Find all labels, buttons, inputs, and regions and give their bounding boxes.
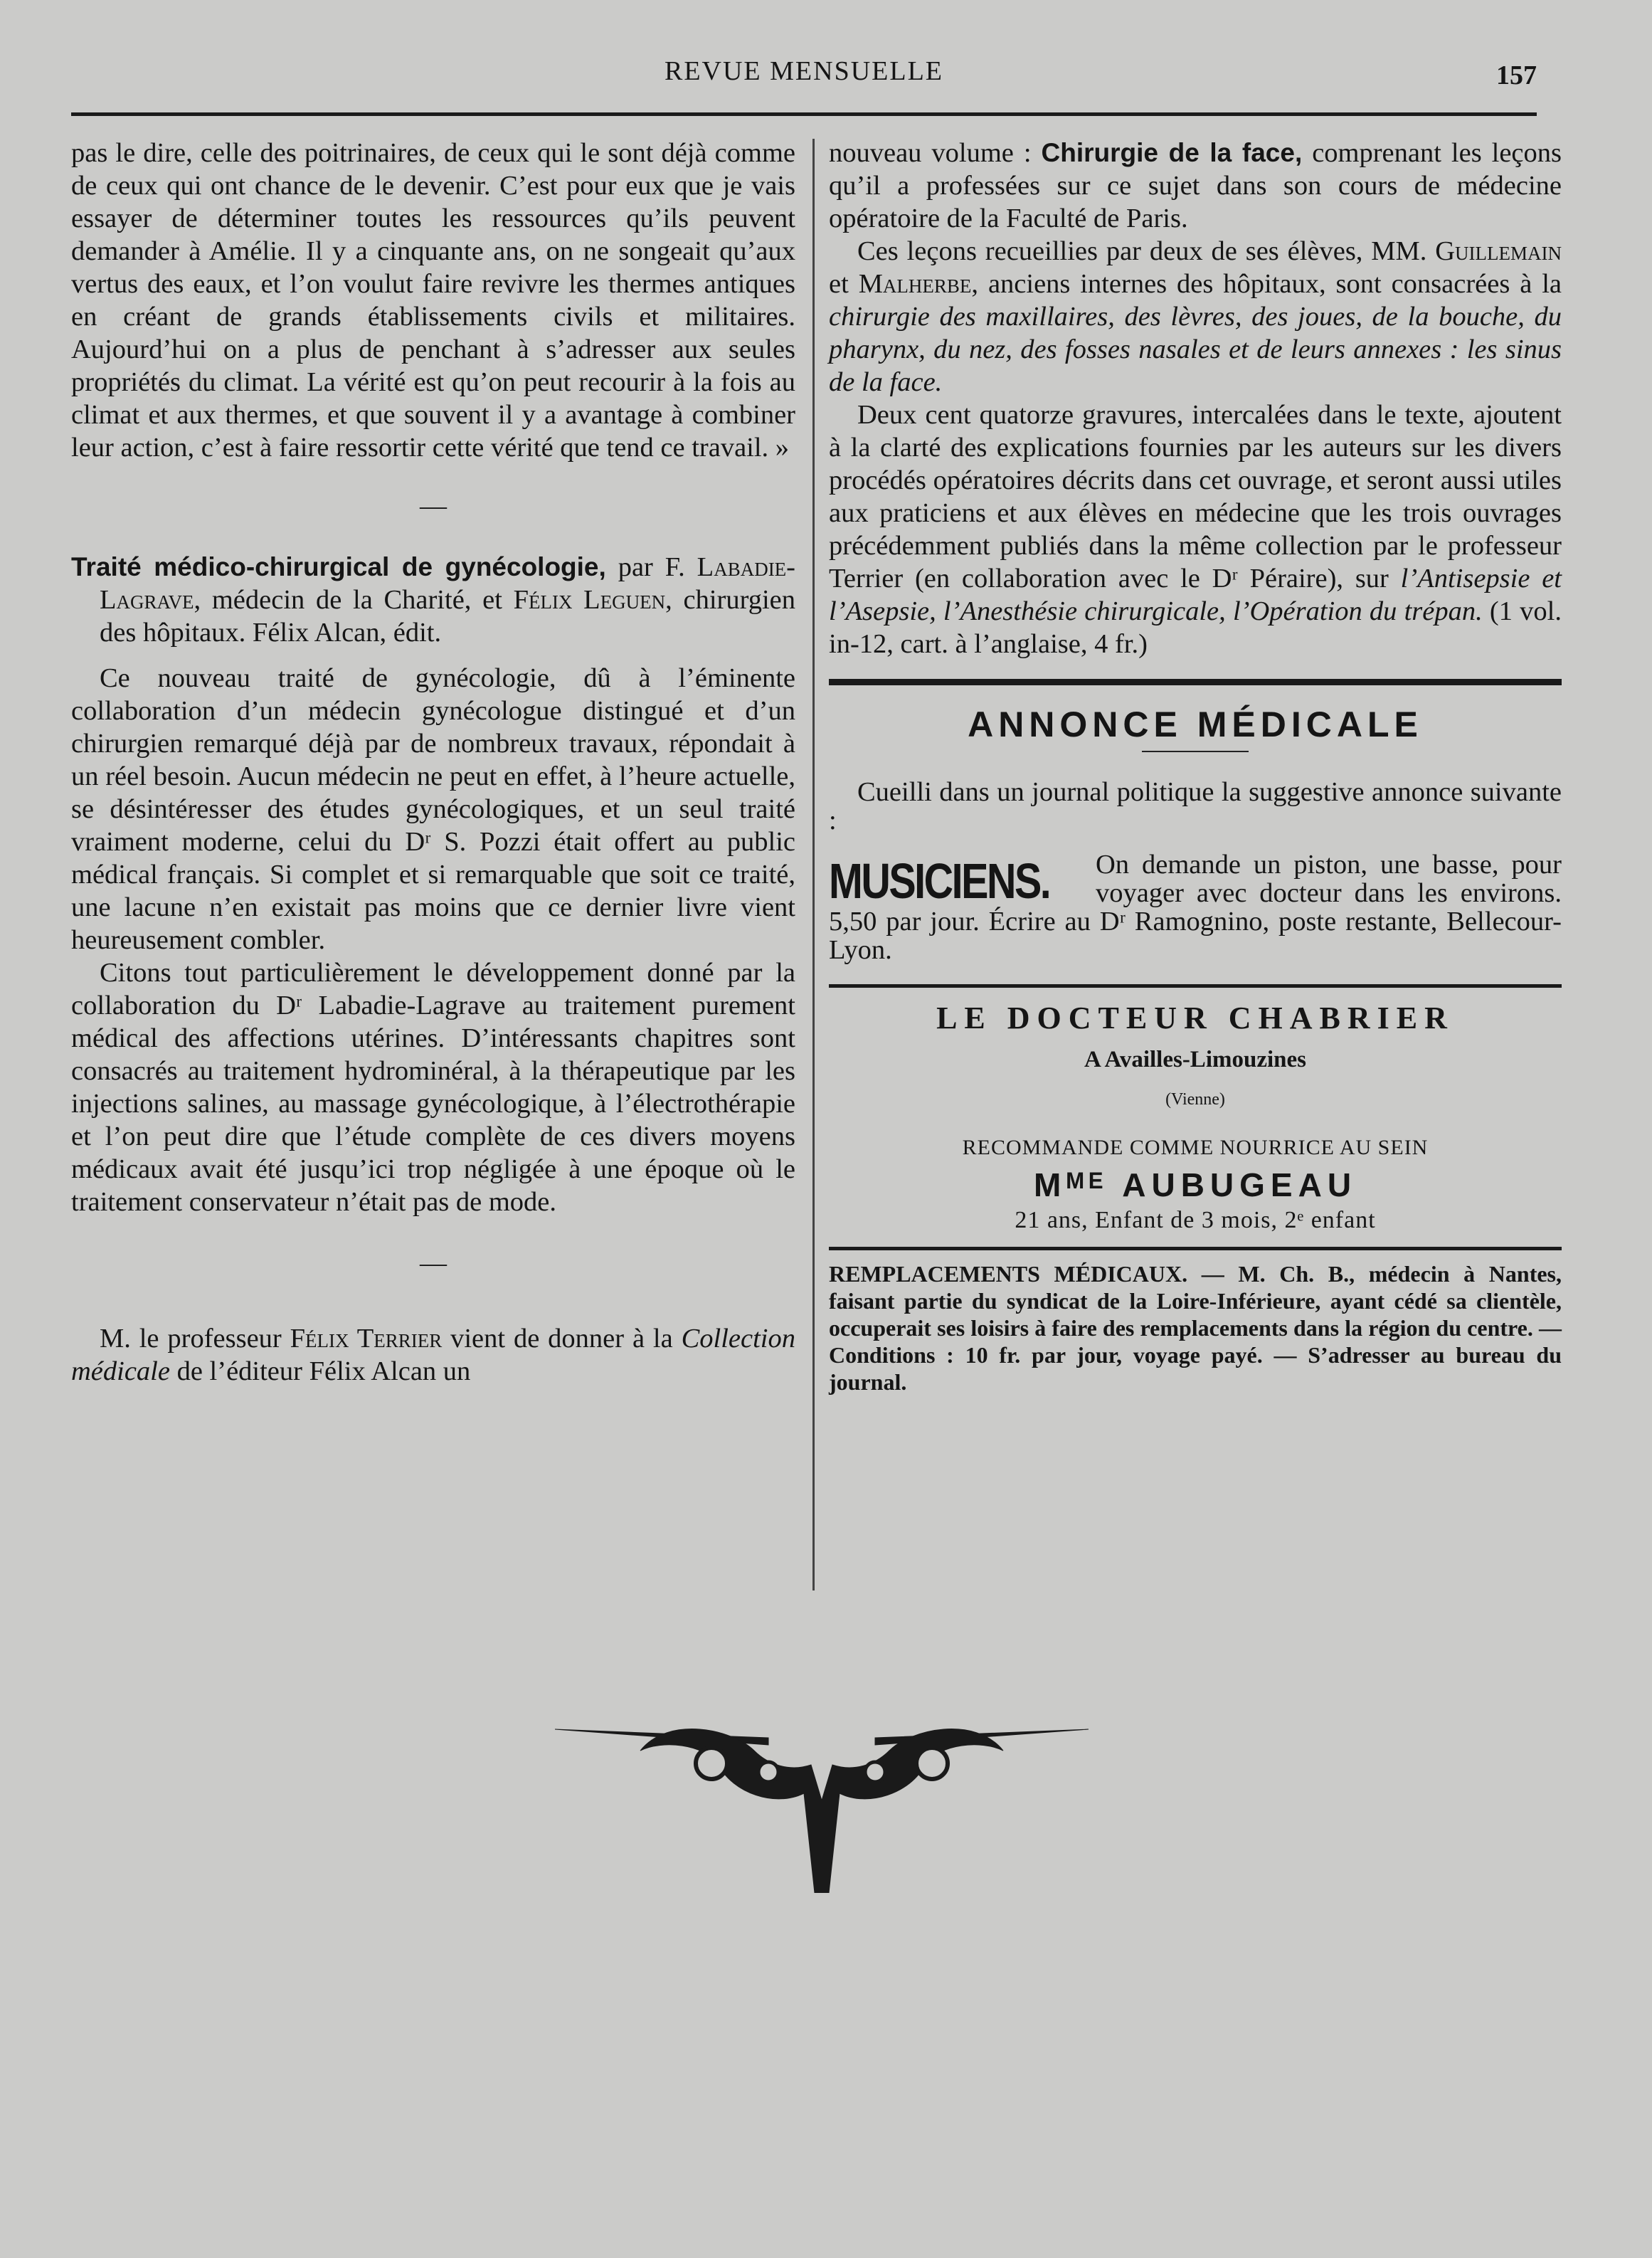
short-rule xyxy=(1142,751,1249,752)
text-run: , anciens internes des hôpitaux, sont consacrées à la xyxy=(971,269,1562,299)
book-review-heading xyxy=(71,551,795,649)
student-name: Malherbe xyxy=(858,269,972,299)
remplacements-notice: REMPLACEMENTS MÉDICAUX. — M. Ch. B., médecin à Nantes, faisant partie du syndicat de la Loire-Inférieure, ayant cédé sa clientèle, occuperait ses loisirs à faire des remplacements dans la région du centre. — Conditions : 10 fr. par jour, voyage payé. — S’adresser au bureau du journal. xyxy=(829,1261,1562,1395)
chabrier-reco: RECOMMANDE COMME NOURRICE AU SEIN xyxy=(962,1136,1429,1159)
section-rule xyxy=(829,984,1562,988)
student-name: Guillemain xyxy=(1435,236,1562,266)
nourrice-name: Mᴹᴱ AUBUGEAU xyxy=(1033,1166,1357,1203)
annonce-intro: Cueilli dans un journal politique la suggestive annonce suivante : xyxy=(829,777,1562,835)
text-run: M. le professeur xyxy=(100,1324,290,1354)
musiciens-text: On demande un piston, une basse, pour voyager avec docteur dans les environs. 5,50 par jour. Écrire au Dʳ Ramognino, poste restante, Bellecour-Lyon. xyxy=(829,850,1562,964)
running-title: REVUE MENSUELLE xyxy=(664,56,944,86)
chabrier-heading: LE DOCTEUR CHABRIER xyxy=(936,1001,1454,1035)
books-list: l’Antisepsie et l’Asepsie, l’Anesthésie chirurgicale, l’Opération du trépan. xyxy=(829,564,1562,626)
section-rule xyxy=(829,679,1562,685)
page-number: 157 xyxy=(1496,60,1537,90)
book-by: par F. xyxy=(605,552,697,582)
text-run: nouveau volume : xyxy=(829,138,1042,168)
text-run: de l’éditeur Félix Alcan un xyxy=(169,1356,471,1386)
author-name: Félix Leguen xyxy=(513,585,666,615)
author-name: Félix Terrier xyxy=(290,1324,443,1354)
text-run: et xyxy=(829,269,859,299)
text-run: vient de donner à la xyxy=(442,1324,682,1354)
left-column xyxy=(71,137,795,1388)
column-divider xyxy=(812,139,815,1590)
text-run: Deux cent quatorze gravures, intercalées dans le texte, ajoutent à la clarté des explications fournies par les auteurs sur les divers procédés opératoires décrits dans cet ouvrage, et seront aussi utiles aux praticiens et aux élèves en médecine que les trois ouvrages précédemment publiés dans la même collection par le professeur Terrier (en collaboration avec le Dʳ Péraire), sur xyxy=(829,400,1562,593)
text-run: comprenant les leçons qu’il a professées sur ce sujet dans son cours de médecine opératoire de la Faculté de Paris. xyxy=(829,138,1562,233)
fleuron-ornament-icon xyxy=(555,1722,1089,1893)
header-rule xyxy=(71,112,1537,116)
paragraph-gynecologie: Ce nouveau traité de gynécologie, dû à l’éminente collaboration d’un médecin gynécologue distingué et d’un chirurgien remarqué déjà par de nombreux travaux, répondait à un réel besoin. Aucun médecin ne peut en effet, à l’heure actuelle, se désintéresser des études gynécologiques, et un seul traité vraiment moderne, celui du Dʳ S. Pozzi était offert au public médical français. Si complet et si remarquable que soit ce traité, une lacune n’en existait pas moins que ce dernier livre vient heureusement combler. xyxy=(71,663,795,955)
paragraph-terrier xyxy=(71,1322,795,1388)
nourrice-age: 21 ans, Enfant de 3 mois, 2ᵉ enfant xyxy=(1015,1207,1376,1233)
text-run: (1 vol. in-12, cart. à l’anglaise, 4 fr.) xyxy=(829,596,1562,659)
musiciens-ad xyxy=(829,850,1562,964)
separator-dash: — xyxy=(420,491,447,521)
chabrier-dept: (Vienne) xyxy=(1165,1090,1225,1109)
author-name: Labadie-Lagrave xyxy=(100,552,795,615)
paragraph-lecons xyxy=(829,235,1562,399)
separator-dash: — xyxy=(420,1248,447,1278)
right-column xyxy=(829,137,1562,1396)
collection-title: Collection médicale xyxy=(71,1324,796,1386)
paragraph-citons: Citons tout particulièrement le développement donné par la collaboration du Dʳ Labadie-Lagrave au traitement purement médical des affections utérines. D’intéressants chapitres sont consacrés au traitement hydrominéral, à la thérapeutique par les injections salines, au massage gynécologique, à l’électrothérapie et l’on peut dire que l’étude complète de ces divers moyens médicaux avait été jusqu’ici trop négligée à une époque où le traitement conservateur n’était pas de mode. xyxy=(71,958,795,1217)
page-header xyxy=(71,56,1537,105)
paragraph-gravures xyxy=(829,399,1562,660)
text-run: Ces leçons recueillies par deux de ses élèves, MM. xyxy=(857,236,1436,266)
chabrier-place: A Availles-Limouzines xyxy=(1084,1047,1306,1072)
paragraph-volume xyxy=(829,137,1562,235)
section-rule xyxy=(829,1247,1562,1250)
musiciens-heading: MUSICIENS. xyxy=(829,853,1050,909)
paragraph-amelie: pas le dire, celle des poitrinaires, de ceux qui le sont déjà comme de ceux qui ont chance de le devenir. C’est pour eux que je vais essayer de déterminer toutes les ressources qu’ils peuvent demander à Amélie. Il y a cinquante ans, on ne songeait qu’aux vertus des eaux, et l’on voulut faire revivre les thermes antiques en créant de grands établissements civils et militaires. Aujourd’hui on a plus de penchant à s’adresser aux seules propriétés du climat. La vérité est qu’on peut recourir à la fois au climat et aux thermes, et que souvent il y a avantage à combiner leur action, c’est à faire ressortir cette vérité que tend ce travail. » xyxy=(71,138,795,463)
volume-title: Chirurgie de la face, xyxy=(1041,138,1303,167)
book-title: Traité médico-chirurgical de gynécologie, xyxy=(71,552,606,581)
author-role: , médecin de la Charité, et xyxy=(194,585,514,615)
author-role: , chirurgien des hôpitaux. Félix Alcan, édit. xyxy=(100,585,796,648)
topics-list: chirurgie des maxillaires, des lèvres, des joues, de la bouche, du pharynx, du nez, des fosses nasales et de leurs annexes : les sinus de la face. xyxy=(829,302,1562,397)
annonce-title: ANNONCE MÉDICALE xyxy=(968,705,1423,744)
